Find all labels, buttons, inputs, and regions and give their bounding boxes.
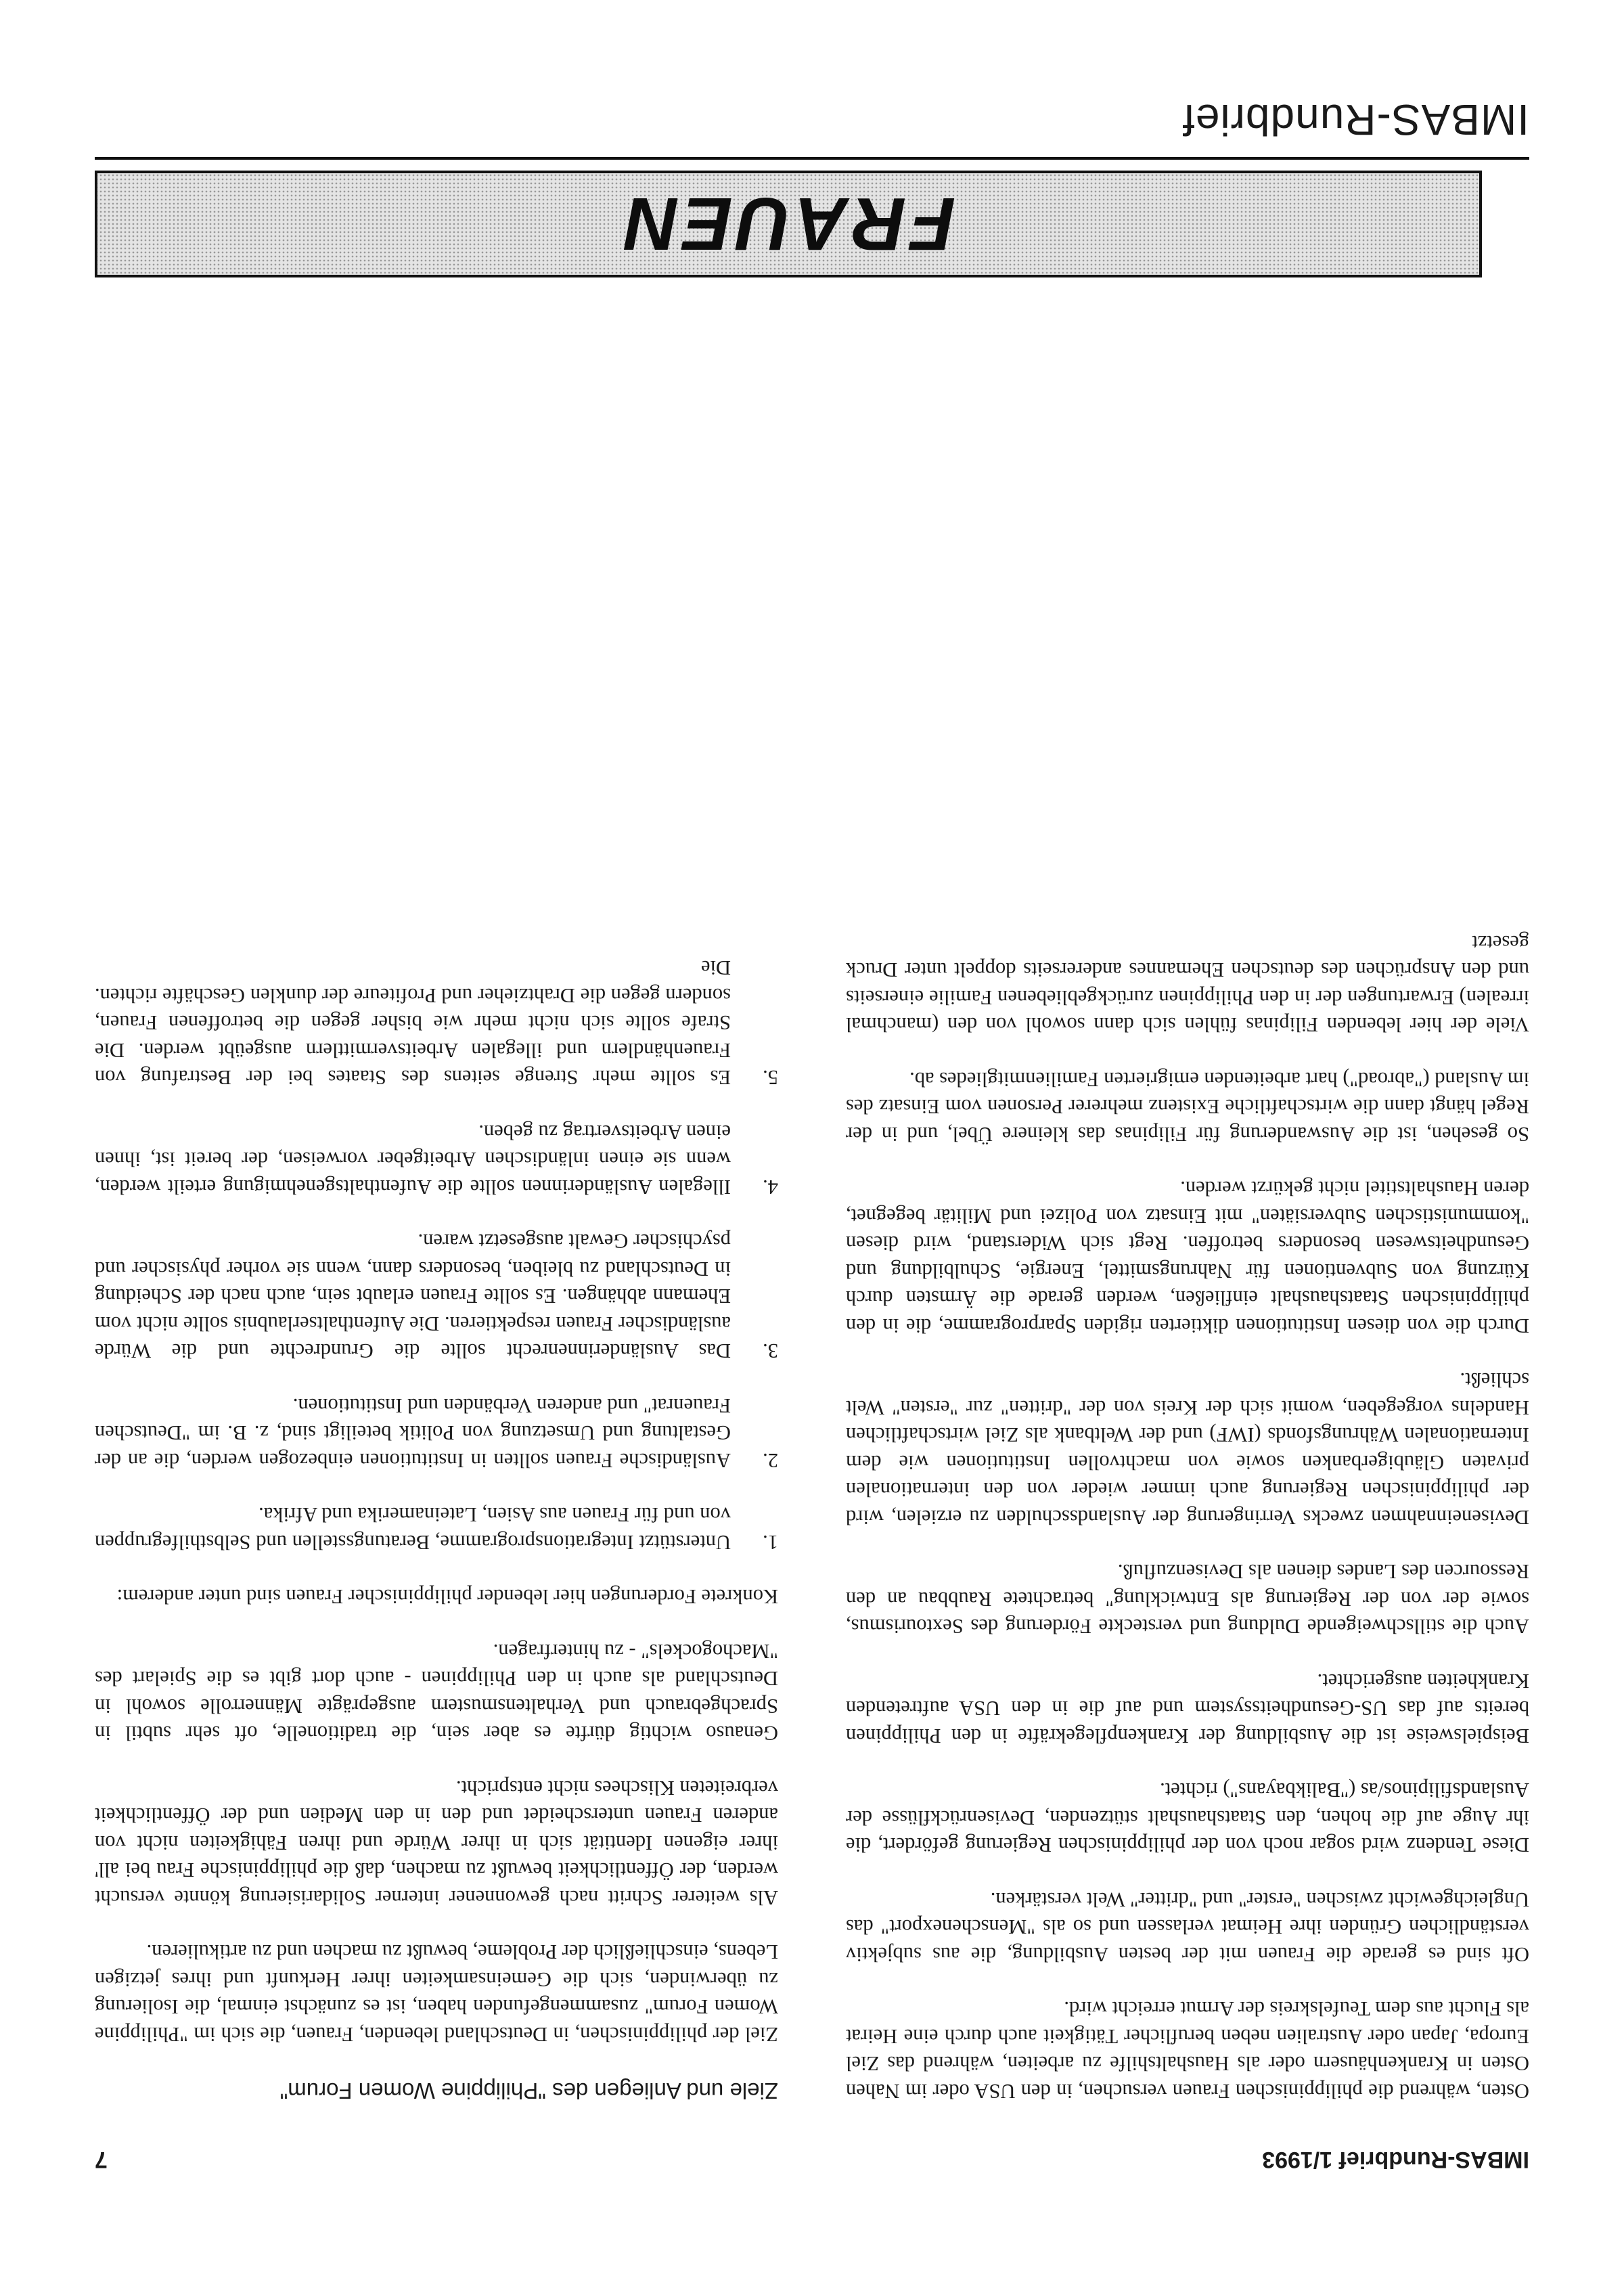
list-text: Es sollte mehr Strenge seitens des Staates bei der Bestrafung von Frauenhändlern und illegalen Arbeitsvermittlern ausgeübt werden. Die Strafe sollte sich nicht mehr wie bisher gegen die betroffenen Frauen, sondern gegen die Drahtzieher und Profiteure der dunklen Geschäfte richten. Die xyxy=(95,956,731,1090)
section-subheading: Ziele und Anliegen des "Philippine Women Forum" xyxy=(279,2078,778,2103)
list-item xyxy=(95,1228,778,1365)
publication-title: IMBAS-Rundbrief xyxy=(1182,95,1529,144)
list-text: Unterstützt Integrationsprogramme, Beratungsstellen und Selbsthilfegruppen von und für Frauen aus Asien, Lateinamerika und Afrika. xyxy=(95,1503,731,1554)
demands-list xyxy=(95,927,778,1556)
list-number: 2. xyxy=(763,1449,778,1472)
paragraph: Beispielsweise ist die Ausbildung der Krankenpflegekräfte in den Philippinen bereits auf das US-Gesundheitssystem und auf die in den USA auftretenden Krankheiten ausgerichtet. xyxy=(846,1670,1529,1747)
paragraph: Oft sind es gerade die Frauen mit der besten Ausbildung, die aus subjektiv verständlichen Gründen ihre Heimat verlassen und so als "Menschenexport" das Ungleichgewicht zwischen "erster" und "dritter" Welt verstärken. xyxy=(846,1888,1529,1966)
paragraph: Konkrete Forderungen hier lebender philippinischer Frauen sind unter anderem: xyxy=(116,1585,778,1609)
list-number: 3. xyxy=(763,1339,778,1363)
paragraph: Deviseneinnahmen zwecks Verringerung der Auslandsschulden zu erzielen, wird der philippinischen Regierung auch immer wieder von den internationalen privaten Gläubigerbanken sowie von machtvollen Institutionen wie dem Internationalen Währungsfonds (IWF) und der Weltbank als Ziel wirtschaftlichen Handelns vorgegeben, womit sich der Kreis von der "dritten" zur "ersten" Welt schließt. xyxy=(846,1368,1529,1529)
list-item xyxy=(95,1119,778,1201)
running-header xyxy=(95,2132,1529,2172)
paragraph: Ziel der philippinischen, in Deutschland lebenden, Frauen, die sich im "Philippine Women Forum" zusammengefunden haben, ist es zunächst einmal, die Isolierung zu überwinden, sich die Gemeinsamkeiten ihrer Herkunft und ihres jetzigen Lebens, einschließlich der Probleme, bewußt zu machen und zu artikulieren. xyxy=(95,1940,778,2046)
list-text: Ausländische Frauen sollten in Institutionen einbezogen werden, die an der Gestaltung und Umsetzung von Politik beteiligt sind, z. B. im "Deutschen Frauenrat" und anderen Verbänden und Institutionen. xyxy=(95,1394,731,1472)
paragraph: So gesehen, ist die Auswanderung für Filipinas das kleinere Übel, und in der Regel hängt dann die wirtschaftliche Existenz mehrerer Personen vom Einsatz des im Ausland ("abroad") hart arbeitenden emigrierten Familienmitgliedes ab. xyxy=(846,1068,1529,1146)
list-number: 1. xyxy=(763,1531,778,1554)
list-item xyxy=(95,1392,778,1475)
list-item xyxy=(95,1501,778,1556)
running-title: IMBAS-Rundbrief 1/1993 xyxy=(1262,2147,1529,2172)
divider xyxy=(95,157,1529,160)
paragraph: Diese Tendenz wird sogar noch von der philippinischen Regierung gefördert, die ihr Auge auf die hohen, den Staatshaushalt stützenden, Devisenrückflüsse der Auslandsfilipinos/as ("Balikbayans") richtet. xyxy=(846,1779,1529,1857)
section-banner xyxy=(95,171,1482,277)
paragraph: Als weiterer Schritt nach gewonnener interner Solidarisierung könnte versucht werden, der Öffentlichkeit bewußt zu machen, daß die philippinische Frau bei all' ihrer eigenen Identität sich in ihrer Würde und ihren Fähigkeiten nicht von anderen Frauen unterscheidet und den in den Medien und der Öffentlichkeit verbreiteten Klischees nicht entspricht. xyxy=(95,1777,778,1909)
paragraph: Auch die stillschweigende Duldung und versteckte Förderung des Sextourismus, sowie der von der Regierung als Entwicklung" betrachtete Raubbau an den Ressourcen des Landes dienen als Devisenzufluß. xyxy=(846,1560,1529,1638)
paragraph: Osten, während die philippinischen Frauen versuchen, in den USA oder im Nahen Osten in Krankenhäusern oder als Haushaltshilfe zu arbeiten, während das Ziel Europa, Japan oder Australien neben beruflicher Tätigkeit auch durch eine Heirat als Flucht aus dem Teufelskreis der Armut erreicht wird. xyxy=(846,1997,1529,2103)
list-item xyxy=(95,954,778,1092)
list-number: 5. xyxy=(763,1066,778,1090)
list-number: 4. xyxy=(763,1176,778,1199)
paragraph: Durch die von diesen Institutionen diktierten rigiden Sparprogramme, die in den philippinischen Staatshaushalt einfließen, werden gerade die Ärmsten durch Kürzung von Subventionen für Nahrungsmittel, Energie, Schulbildung und Gesundheitswesen besonders betroffen. Regt sich Widerstand, wird diesen "kommunistischen Subversiäten" mit Einsatz von Polizei und Militär begegnet, deren Haushaltstitel nicht gekürzt werden. xyxy=(846,1177,1529,1337)
paragraph: Viele der hier lebenden Filipinas fühlen sich dann sowohl von den (manchmal irrealen) Erwartungen der in den Philippinen zurückgebliebenen Familie einerseits und den Ansprüchen des deutschen Ehemannes andererseits doppelt unter Druck gesetzt xyxy=(846,931,1529,1037)
left-column xyxy=(846,305,1529,2105)
section-title: FRAUEN xyxy=(621,182,956,266)
article-body xyxy=(95,305,1529,2105)
page-number: 7 xyxy=(95,2147,108,2172)
right-column xyxy=(95,305,778,2105)
list-text: Das Ausländerinnenrecht sollte die Grundrechte und die Würde ausländischer Frauen respektieren. Die Aufenthaltserlaubnis sollte nicht vom Ehemann abhängen. Es sollte Frauen erlaubt sein, auch nach der Scheidung in Deutschland zu bleiben, besonders dann, wenn sie vorher physischer und psychischer Gewalt ausgesetzt waren. xyxy=(95,1230,731,1363)
list-text: Illegalen Ausländerinnen sollte die Aufenthaltsgenehmigung erteilt werden, wenn sie einen inländischen Arbeitgeber vorweisen, der bereit ist, ihnen einen Arbeitsvertrag zu geben. xyxy=(95,1121,731,1199)
masthead xyxy=(95,95,1529,291)
paragraph: Genauso wichtig dürfte es aber sein, die traditionelle, oft sehr subtil in Sprachgebrauch und Verhaltensmustern ausgeprägte Männerrolle sowohl in Deutschland als auch in den Philippinen - auch dort gibt es die Spielart des "Machogockels" - zu hinterfragen. xyxy=(95,1640,778,1745)
